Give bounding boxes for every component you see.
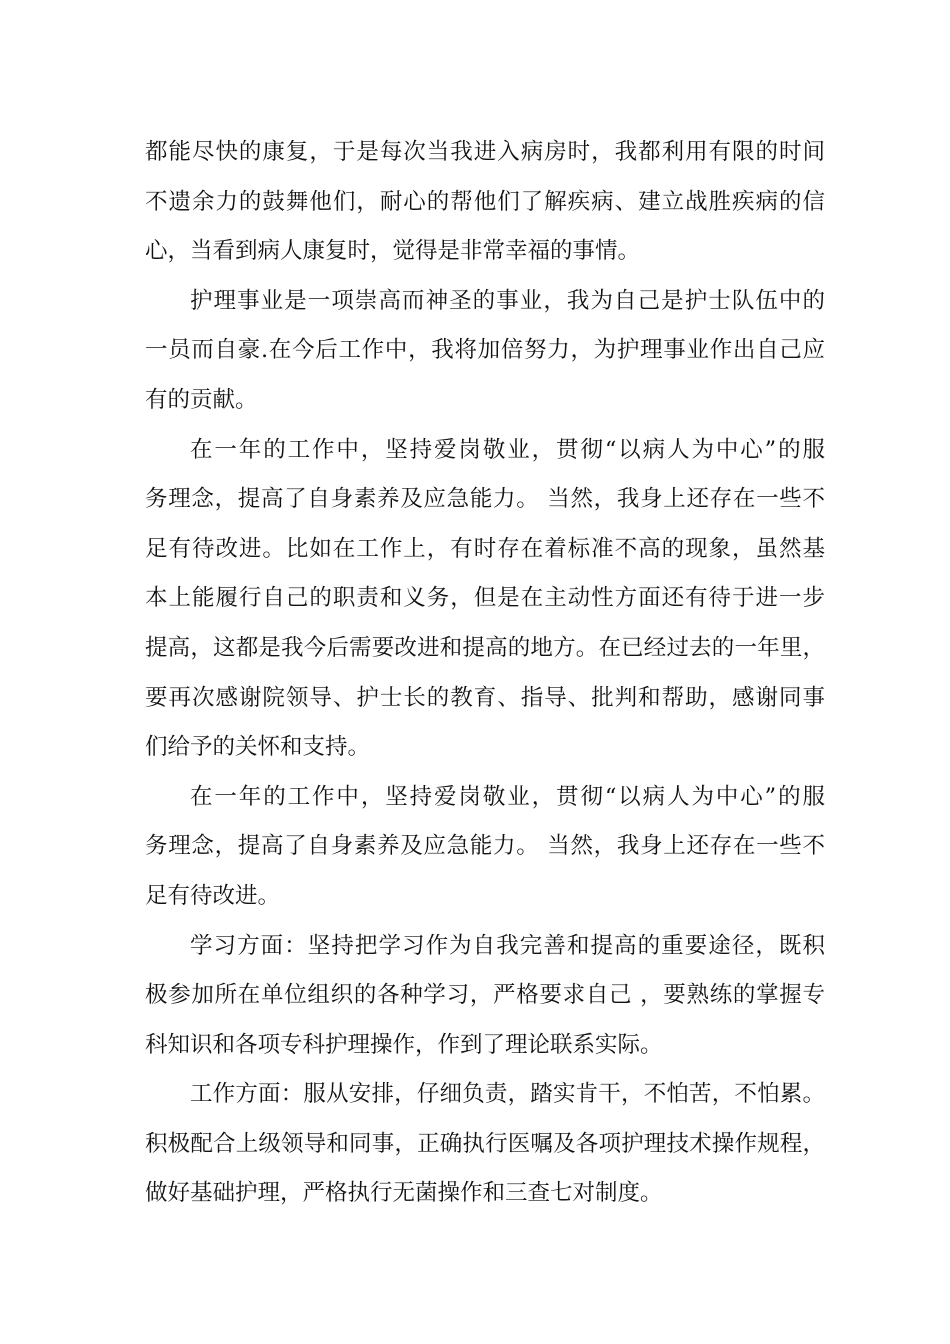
text-line: 积极配合上级领导和同事，正确执行医嘱及各项护理技术操作规程， — [145, 1130, 825, 1157]
paragraph-1 — [145, 128, 825, 277]
text-line: 足有待改进。 — [145, 882, 281, 909]
text-line: 护理事业是一项崇高而神圣的事业，我为自己是护士队伍中的 — [190, 287, 825, 314]
paragraph-4 — [145, 773, 825, 922]
text-line: 极参加所在单位组织的各种学习，严格要求自己 ，要熟练的掌握专 — [145, 982, 825, 1009]
text-line: 要再次感谢院领导、护士长的教育、指导、批判和帮助，感谢同事 — [145, 684, 825, 711]
text-line: 做好基础护理，严格执行无菌操作和三查七对制度。 — [145, 1180, 663, 1207]
text-line: 心，当看到病人康复时，觉得是非常幸福的事情。 — [145, 238, 641, 265]
text-line: 务理念，提高了自身素养及应急能力。 当然，我身上还存在一些不 — [145, 833, 825, 860]
text-line: 在一年的工作中，坚持爱岗敬业，贯彻“以病人为中心”的服 — [190, 783, 825, 810]
text-line: 有的贡献。 — [145, 386, 258, 413]
text-line: 学习方面：坚持把学习作为自我完善和提高的重要途径，既积 — [190, 932, 825, 959]
text-line: 务理念，提高了自身素养及应急能力。 当然，我身上还存在一些不 — [145, 486, 825, 513]
text-line: 科知识和各项专科护理操作，作到了理论联系实际。 — [145, 1031, 663, 1058]
text-line: 在一年的工作中，坚持爱岗敬业，贯彻“以病人为中心”的服 — [190, 436, 825, 463]
paragraph-2 — [145, 277, 825, 426]
paragraph-5 — [145, 922, 825, 1071]
document-body — [145, 128, 825, 1219]
text-line: 工作方面：服从安排，仔细负责，踏实肯干，不怕苦，不怕累。 — [190, 1081, 825, 1108]
text-line: 足有待改进。比如在工作上，有时存在着标准不高的现象，虽然基 — [145, 535, 825, 562]
text-line: 一员而自豪.在今后工作中，我将加倍努力，为护理事业作出自己应 — [145, 337, 825, 364]
text-line: 都能尽快的康复，于是每次当我进入病房时，我都利用有限的时间 — [145, 139, 825, 165]
text-line: 们给予的关怀和支持。 — [145, 734, 371, 761]
text-line: 不遗余力的鼓舞他们，耐心的帮他们了解疾病、建立战胜疾病的信 — [145, 188, 825, 215]
text-line: 提高，这都是我今后需要改进和提高的地方。在已经过去的一年里， — [145, 634, 825, 661]
paragraph-6 — [145, 1070, 825, 1219]
text-line: 本上能履行自己的职责和义务，但是在主动性方面还有待于进一步 — [145, 585, 825, 612]
paragraph-3 — [145, 426, 825, 773]
